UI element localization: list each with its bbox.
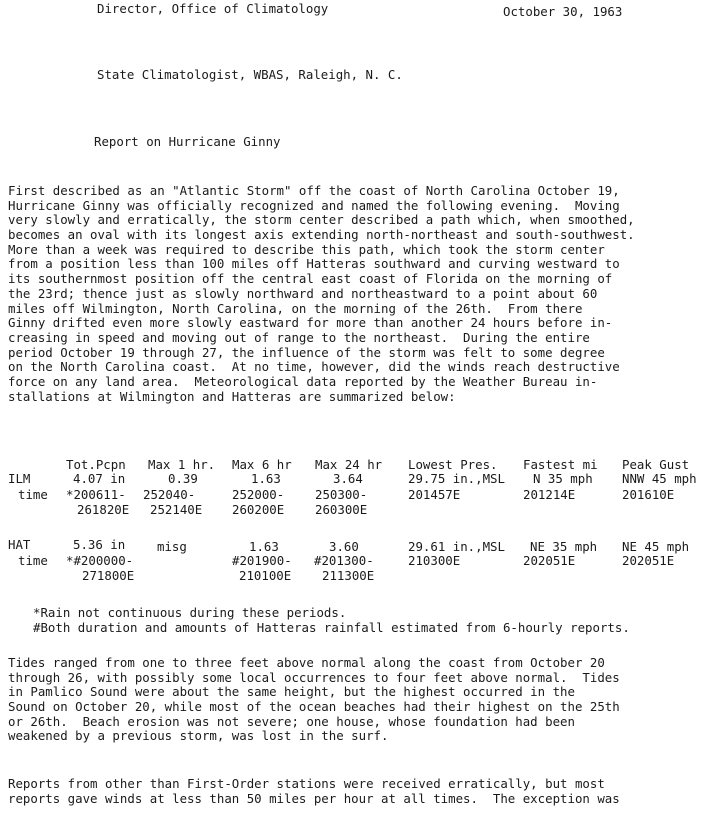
time-label: time xyxy=(18,487,48,502)
table-cell: NE 45 mph xyxy=(622,539,690,554)
memo-date: October 30, 1963 xyxy=(503,4,623,19)
text-line: becomes an oval with its longest axis extending north-northeast and south-southwest. xyxy=(8,227,635,243)
time-label: time xyxy=(18,553,48,568)
table-cell: N 35 mph xyxy=(533,471,593,486)
text-line: its southernmost position off the central east coast of Florida on the morning of xyxy=(8,271,613,287)
table-cell: 5.36 in xyxy=(73,537,126,552)
text-line: in Pamlico Sound were about the same height, but the highest occurred in the xyxy=(8,684,575,700)
table-cell: 260300E xyxy=(315,502,368,517)
table-cell: 250300- xyxy=(315,487,368,502)
footnote-hatteras: #Both duration and amounts of Hatteras rainfall estimated from 6-hourly reports. xyxy=(33,620,630,635)
col-header-tot-pcpn: Tot.Pcpn xyxy=(66,457,126,472)
col-header-max-1hr: Max 1 hr. xyxy=(148,457,216,472)
text-line: miles off Wilmington, North Carolina, on the morning of the 26th. From there xyxy=(8,300,583,316)
storm-description-paragraph xyxy=(8,184,700,404)
text-line: weakened by a previous storm, was lost in the surf. xyxy=(8,728,389,744)
reports-paragraph xyxy=(8,777,700,806)
text-line: on the North Carolina coast. At no time, however, did the winds reach destructive xyxy=(8,359,620,375)
table-cell: NE 35 mph xyxy=(530,539,598,554)
text-line: period October 19 through 27, the influence of the storm was felt to some degree xyxy=(8,344,605,360)
sender-line: State Climatologist, WBAS, Raleigh, N. C. xyxy=(97,67,403,82)
text-line: creasing in speed and moving out of range to the northeast. During the entire xyxy=(8,329,590,345)
table-cell: 210100E xyxy=(239,568,292,583)
recipient-line: Director, Office of Climatology xyxy=(97,1,329,16)
table-cell: 1.63 xyxy=(249,539,279,554)
table-cell: 3.64 xyxy=(333,471,363,486)
text-line: Ginny drifted even more slowly eastward for more than another 24 hours before in- xyxy=(8,315,613,331)
table-cell: 1.63 xyxy=(251,471,281,486)
table-cell: *#200000- xyxy=(66,553,134,568)
footnote-rain: *Rain not continuous during these periods. xyxy=(33,605,347,620)
table-cell: 210300E xyxy=(408,553,461,568)
col-header-max-24hr: Max 24 hr xyxy=(315,457,383,472)
text-line: the 23rd; thence just as slowly northward and northeastward to a point about 60 xyxy=(8,285,598,301)
text-line: Sound on October 20, while most of the ocean beaches had their highest on the 25th xyxy=(8,699,620,715)
table-cell: 260200E xyxy=(232,502,285,517)
table-cell: 252000- xyxy=(232,487,285,502)
table-cell: 252040- xyxy=(143,487,196,502)
table-cell: 271800E xyxy=(82,568,135,583)
col-header-lowest-pres: Lowest Pres. xyxy=(408,457,498,472)
table-cell: 202051E xyxy=(523,553,576,568)
report-title: Report on Hurricane Ginny xyxy=(94,134,281,149)
text-line: very slowly and erratically, the storm center described a path which, when smoothed, xyxy=(8,212,635,228)
col-header-fastest-mile: Fastest mi xyxy=(523,457,598,472)
station-ilm: ILM xyxy=(8,471,31,486)
table-cell: 3.60 xyxy=(329,539,359,554)
text-line: stallations at Wilmington and Hatteras are summarized below: xyxy=(8,388,456,404)
table-cell: 0.39 xyxy=(168,471,198,486)
text-line: First described as an "Atlantic Storm" off the coast of North Carolina October 19, xyxy=(8,183,620,198)
text-line: Tides ranged from one to three feet above normal along the coast from October 20 xyxy=(8,655,605,670)
text-line: through 26, with possibly some local occurrences to four feet above normal. Tides xyxy=(8,669,620,685)
station-hat: HAT xyxy=(8,537,31,552)
text-line: force on any land area. Meteorological data reported by the Weather Bureau in- xyxy=(8,373,598,389)
table-cell: 4.07 in xyxy=(73,471,126,486)
table-footnotes xyxy=(33,605,630,635)
col-header-max-6hr: Max 6 hr xyxy=(232,457,292,472)
table-cell: 211300E xyxy=(322,568,375,583)
text-line: from a position less than 100 miles off Hatteras southward and curving westward to xyxy=(8,256,620,272)
table-cell: 202051E xyxy=(622,553,675,568)
text-line: More than a week was required to describe this path, which took the storm center xyxy=(8,241,605,257)
table-cell: 201610E xyxy=(622,487,675,502)
table-cell: 261820E xyxy=(77,502,130,517)
table-cell: 252140E xyxy=(150,502,203,517)
table-cell: misg xyxy=(157,539,187,554)
table-cell: NNW 45 mph xyxy=(622,471,697,486)
text-line: reports gave winds at less than 50 miles per hour at all times. The exception was xyxy=(8,790,620,806)
text-line: Reports from other than First-Order stations were received erratically, but most xyxy=(8,776,605,791)
text-line: Hurricane Ginny was officially recognized and named the following evening. Moving xyxy=(8,197,620,213)
table-cell: #201300- xyxy=(314,553,374,568)
tides-paragraph xyxy=(8,656,700,744)
table-cell: *200611- xyxy=(66,487,126,502)
text-line: or 26th. Beach erosion was not severe; one house, whose foundation had been xyxy=(8,713,575,729)
table-cell: 29.75 in.,MSL xyxy=(408,471,505,486)
table-cell: #201900- xyxy=(232,553,292,568)
table-cell: 201457E xyxy=(408,487,461,502)
table-cell: 201214E xyxy=(523,487,576,502)
table-cell: 29.61 in.,MSL xyxy=(408,539,505,554)
col-header-peak-gust: Peak Gust xyxy=(622,457,690,472)
